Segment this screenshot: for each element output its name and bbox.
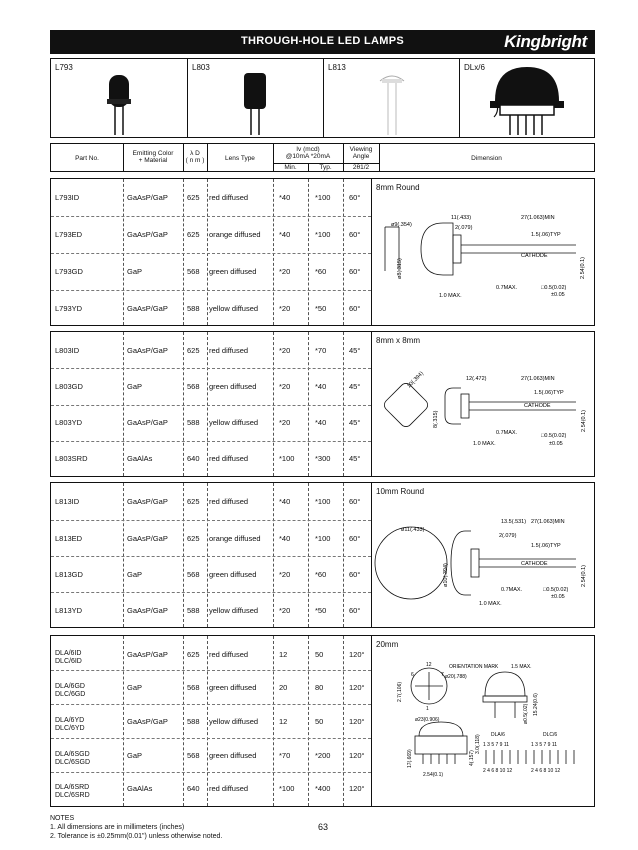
- dim-label: 27(1.063)MIN: [531, 519, 565, 525]
- wavelength: 625: [187, 534, 200, 543]
- photo-cell-l793: [51, 59, 188, 137]
- dim-label: 8(.315): [433, 410, 439, 428]
- lens-type: red diffused: [209, 454, 249, 463]
- lens-type: green diffused: [209, 267, 257, 276]
- led-round-8mm-image: [51, 59, 188, 137]
- dim-label: 2.54(0.1): [581, 564, 587, 587]
- iv-min: 12: [279, 650, 288, 659]
- emitting-color: GaAsP/GaP: [127, 650, 168, 659]
- dim-label: ø9(.354): [391, 222, 412, 228]
- led-round-10mm-image: [324, 59, 460, 137]
- table-row: [51, 784, 371, 799]
- part-number: L793ID: [55, 193, 80, 202]
- header-lens-type: Lens Type: [225, 155, 255, 162]
- emitting-color: GaAsP/GaP: [127, 497, 168, 506]
- viewing-angle: 120°: [349, 784, 365, 793]
- wavelength: 640: [187, 784, 200, 793]
- part-number: DLA/6SRD: [55, 784, 90, 791]
- dim-label: 12: [426, 662, 432, 668]
- iv-min: *40: [279, 497, 291, 506]
- dim-label: ±0.05: [551, 292, 565, 298]
- table-row: [51, 751, 371, 766]
- iv-min: *40: [279, 230, 291, 239]
- iv-min: *20: [279, 382, 291, 391]
- lens-type: red diffused: [209, 497, 249, 506]
- dim-label: 1 3 5 7 9 11: [483, 742, 510, 748]
- lens-type: red diffused: [209, 346, 249, 355]
- group-l803: [50, 331, 595, 477]
- page-title: THROUGH-HOLE LED LAMPS: [240, 35, 405, 47]
- header-lambda-unit: ( n m ): [185, 157, 205, 165]
- emitting-color: GaAlAs: [127, 454, 153, 463]
- viewing-angle: 60°: [349, 267, 361, 276]
- part-number: L803ID: [55, 346, 80, 355]
- table-row: [51, 267, 371, 279]
- dim-label: 1 3 5 7 9 11: [531, 742, 558, 748]
- lens-type: orange diffused: [209, 534, 261, 543]
- viewing-angle: 60°: [349, 570, 361, 579]
- viewing-angle: 60°: [349, 230, 361, 239]
- table-row: [51, 717, 371, 732]
- part-number: DLA/6GD: [55, 683, 85, 690]
- wavelength: 625: [187, 230, 200, 239]
- iv-typ: *100: [315, 497, 331, 506]
- emitting-color: GaAlAs: [127, 784, 153, 793]
- dim-label: □0.5(0.02): [541, 433, 567, 439]
- wavelength: 588: [187, 606, 200, 615]
- viewing-angle: 45°: [349, 454, 361, 463]
- dim-label: ø11(.433): [401, 527, 425, 533]
- led-dome-20mm-image: [460, 59, 594, 137]
- iv-typ: *200: [315, 751, 331, 760]
- lens-type: yellow diffused: [209, 304, 259, 313]
- photo-cell-dlx6: [460, 59, 594, 137]
- page-header-bar: [50, 30, 595, 54]
- wavelength: 568: [187, 570, 200, 579]
- dim-label: 0.7MAX.: [501, 587, 523, 593]
- dim-label: 27(1.063)MIN: [521, 376, 555, 382]
- dim-label: 2 4 6 8 10 12: [531, 768, 561, 774]
- table-row: [51, 454, 371, 466]
- emitting-color: GaP: [127, 382, 143, 391]
- part-number: L803YD: [55, 418, 83, 427]
- viewing-angle: 45°: [349, 418, 361, 427]
- dim-label: 2.7(.106): [397, 681, 403, 702]
- iv-min: *70: [279, 751, 291, 760]
- wavelength: 625: [187, 346, 200, 355]
- group-dlx6: [50, 635, 595, 807]
- header-min: Min.: [284, 164, 297, 171]
- dim-label: 1: [426, 706, 429, 712]
- table-row: [51, 683, 371, 698]
- table-row: [51, 382, 371, 394]
- dim-label: ø8(.315): [397, 258, 403, 279]
- part-number: DLA/6ID: [55, 650, 82, 657]
- notes-section: [50, 814, 222, 841]
- part-number: L793GD: [55, 267, 83, 276]
- wavelength: 640: [187, 454, 200, 463]
- wavelength: 568: [187, 683, 200, 692]
- iv-typ: *60: [315, 570, 327, 579]
- part-number: L813YD: [55, 606, 83, 615]
- emitting-color: GaAsP/GaP: [127, 606, 168, 615]
- dim-label: 1.5(.06)TYP: [531, 543, 561, 549]
- dim-label: 13.5(.531): [501, 519, 527, 525]
- wavelength: 625: [187, 497, 200, 506]
- iv-typ: *60: [315, 267, 327, 276]
- header-iv-label: Iv (mcd): [296, 146, 320, 153]
- wavelength: 588: [187, 304, 200, 313]
- dim-label: ø20(.788): [445, 674, 467, 680]
- dimension-drawing-8mm-round: [371, 179, 594, 325]
- dimension-drawing-8mm-square: [371, 332, 594, 476]
- iv-min: *100: [279, 454, 295, 463]
- iv-min: *20: [279, 346, 291, 355]
- dim-label: 1.0 MAX.: [439, 293, 462, 299]
- dim-label: 2(.079): [455, 225, 473, 231]
- brand-logo: Kingbright: [504, 32, 587, 51]
- photo-label: L813: [328, 63, 346, 72]
- emitting-color: GaAsP/GaP: [127, 534, 168, 543]
- iv-typ: *100: [315, 230, 331, 239]
- header-part-no: Part No.: [75, 155, 99, 162]
- emitting-color: GaAsP/GaP: [127, 346, 168, 355]
- part-number: L803SRD: [55, 454, 88, 463]
- iv-typ: 50: [315, 650, 324, 659]
- dim-label: □0.5(0.02): [543, 587, 569, 593]
- table-row: [51, 304, 371, 316]
- header-viewing-label: Viewing: [349, 146, 373, 153]
- notes-title: NOTES: [50, 815, 75, 822]
- dim-label: 2(.079): [499, 533, 517, 539]
- iv-min: 20: [279, 683, 288, 692]
- viewing-angle: 120°: [349, 751, 365, 760]
- part-number-alt: DLC/6SRD: [55, 792, 90, 799]
- header-lambda: λ D: [190, 150, 200, 157]
- iv-min: *20: [279, 606, 291, 615]
- part-number-alt: DLC/6YD: [55, 725, 85, 732]
- part-number: L793YD: [55, 304, 83, 313]
- iv-typ: *100: [315, 534, 331, 543]
- wavelength: 625: [187, 650, 200, 659]
- dim-label: ±0.05: [551, 594, 565, 600]
- lens-type: green diffused: [209, 751, 257, 760]
- header-wavelength: [183, 150, 207, 165]
- part-number: DLA/6YD: [55, 717, 85, 724]
- iv-typ: *40: [315, 382, 327, 391]
- header-iv: [273, 146, 343, 161]
- table-row: [51, 230, 371, 242]
- table-row: [51, 418, 371, 430]
- dim-label: CATHODE: [521, 253, 548, 259]
- emitting-color: GaAsP/GaP: [127, 418, 168, 427]
- dim-label: ORIENTATION MARK: [449, 664, 499, 670]
- table-row: [51, 193, 371, 205]
- header-angle-label: Angle: [352, 153, 370, 161]
- viewing-angle: 120°: [349, 650, 365, 659]
- dimension-drawing-20mm: [371, 636, 594, 806]
- dim-label: ±0.05: [549, 441, 563, 447]
- lens-type: green diffused: [209, 570, 257, 579]
- viewing-angle: 60°: [349, 193, 361, 202]
- dim-label: 0.7MAX.: [496, 430, 518, 436]
- iv-min: *40: [279, 193, 291, 202]
- iv-min: *20: [279, 418, 291, 427]
- dim-label: CATHODE: [521, 561, 548, 567]
- iv-typ: *400: [315, 784, 331, 793]
- dim-label: DLC/6: [543, 732, 558, 738]
- emitting-color: GaAsP/GaP: [127, 717, 168, 726]
- iv-typ: 80: [315, 683, 324, 692]
- dim-label: 1.5(.06)TYP: [531, 232, 561, 238]
- header-viewing-angle: [343, 146, 379, 161]
- viewing-angle: 45°: [349, 382, 361, 391]
- part-number: L793ED: [55, 230, 83, 239]
- product-photo-strip: [50, 58, 595, 138]
- group-l813: [50, 482, 595, 628]
- table-row: [51, 606, 371, 618]
- dim-label: 15.24(0.6): [533, 693, 539, 716]
- photo-label: DLx/6: [464, 63, 485, 72]
- wavelength: 588: [187, 717, 200, 726]
- viewing-angle: 60°: [349, 304, 361, 313]
- header-emitting-color: [123, 150, 183, 165]
- wavelength: 625: [187, 193, 200, 202]
- iv-typ: 50: [315, 717, 324, 726]
- header-typ: Typ.: [319, 164, 332, 171]
- dim-label: ø10(.394): [443, 563, 449, 587]
- emitting-color: GaAsP/GaP: [127, 193, 168, 202]
- dim-label: ø0.5(.02): [523, 703, 529, 724]
- lens-type: yellow diffused: [209, 717, 259, 726]
- header-emitting-color-label: Emitting Color: [132, 150, 174, 157]
- dim-label: ø23(0.906): [415, 717, 440, 723]
- iv-typ: *100: [315, 193, 331, 202]
- note-item: 1. All dimensions are in millimeters (inches): [50, 824, 185, 831]
- part-number: L813ED: [55, 534, 83, 543]
- dim-label: 1.0 MAX.: [473, 441, 496, 447]
- dim-label: 0.7MAX.: [496, 285, 518, 291]
- header-material-label: + Material: [138, 157, 168, 165]
- part-number: DLA/6SGD: [55, 751, 90, 758]
- wavelength: 568: [187, 751, 200, 760]
- table-row: [51, 534, 371, 546]
- part-number-alt: DLC/6GD: [55, 691, 86, 698]
- photo-cell-l803: [188, 59, 324, 137]
- lens-type: green diffused: [209, 683, 257, 692]
- iv-min: *40: [279, 534, 291, 543]
- lens-type: red diffused: [209, 784, 249, 793]
- table-row: [51, 497, 371, 509]
- dimension-title: 8mm x 8mm: [376, 336, 420, 345]
- iv-typ: *300: [315, 454, 331, 463]
- photo-label: L793: [55, 63, 73, 72]
- iv-min: *20: [279, 267, 291, 276]
- part-number-alt: DLC/6ID: [55, 658, 82, 665]
- viewing-angle: 45°: [349, 346, 361, 355]
- emitting-color: GaP: [127, 751, 143, 760]
- iv-min: 12: [279, 717, 288, 726]
- header-iv-condition: @10mA *20mA: [285, 153, 331, 161]
- part-number-alt: DLC/6SGD: [55, 759, 91, 766]
- led-square-8mm-image: [188, 59, 324, 137]
- dim-label: CATHODE: [524, 403, 551, 409]
- wavelength: 568: [187, 267, 200, 276]
- dim-label: 12(.472): [466, 376, 487, 382]
- iv-typ: *50: [315, 606, 327, 615]
- dim-label: □0.5(0.02): [541, 285, 567, 291]
- part-number: L813GD: [55, 570, 83, 579]
- dim-label: 2.54(0.1): [581, 409, 587, 432]
- dim-label: 2 4 6 8 10 12: [483, 768, 513, 774]
- dim-label: 7: [441, 672, 444, 678]
- table-row: [51, 570, 371, 582]
- photo-cell-l813: [324, 59, 460, 137]
- dim-label: 1.0 MAX.: [479, 601, 502, 607]
- wavelength: 568: [187, 382, 200, 391]
- photo-label: L803: [192, 63, 210, 72]
- table-row: [51, 346, 371, 358]
- lens-type: orange diffused: [209, 230, 261, 239]
- emitting-color: GaP: [127, 570, 143, 579]
- note-item: 2. Tolerance is ±0.25mm(0.01") unless otherwise noted.: [50, 833, 223, 840]
- dim-label: 1.5(.06)TYP: [534, 390, 564, 396]
- lens-type: red diffused: [209, 193, 249, 202]
- dim-label: DLA/6: [491, 732, 505, 738]
- header-dimension: Dimension: [471, 155, 502, 162]
- group-l793: [50, 178, 595, 326]
- viewing-angle: 120°: [349, 717, 365, 726]
- viewing-angle: 60°: [349, 497, 361, 506]
- header-angle-symbol: 2θ1/2: [352, 164, 370, 171]
- table-row: [51, 650, 371, 665]
- dim-label: 27(1.063)MIN: [521, 215, 555, 221]
- emitting-color: GaP: [127, 267, 143, 276]
- emitting-color: GaAsP/GaP: [127, 230, 168, 239]
- part-number: L803GD: [55, 382, 83, 391]
- lens-type: yellow diffused: [209, 418, 259, 427]
- iv-typ: *70: [315, 346, 327, 355]
- iv-typ: *50: [315, 304, 327, 313]
- lens-type: red diffused: [209, 650, 249, 659]
- dim-label: 4(.157): [469, 750, 475, 766]
- viewing-angle: 120°: [349, 683, 365, 692]
- dim-label: 6: [411, 672, 414, 678]
- dim-label: 2.54(0.1): [423, 772, 444, 778]
- page-number: 63: [318, 822, 329, 832]
- viewing-angle: 60°: [349, 534, 361, 543]
- emitting-color: GaP: [127, 683, 143, 692]
- iv-typ: *40: [315, 418, 327, 427]
- dimension-title: 10mm Round: [376, 487, 425, 496]
- lens-type: yellow diffused: [209, 606, 259, 615]
- dimension-drawing-10mm-round: [371, 483, 594, 627]
- dim-label: 2.54(0.1): [580, 256, 586, 279]
- lens-type: green diffused: [209, 382, 257, 391]
- wavelength: 588: [187, 418, 200, 427]
- emitting-color: GaAsP/GaP: [127, 304, 168, 313]
- viewing-angle: 60°: [349, 606, 361, 615]
- dim-label: 17(.669): [407, 749, 413, 768]
- iv-min: *100: [279, 784, 295, 793]
- dim-label: 11(.433): [451, 215, 472, 221]
- iv-min: *20: [279, 570, 291, 579]
- iv-min: *20: [279, 304, 291, 313]
- dim-label: 1.5 MAX.: [511, 664, 532, 670]
- part-number: L813ID: [55, 497, 80, 506]
- dimension-title: 20mm: [376, 640, 399, 649]
- table-column-header: [50, 143, 595, 172]
- dim-label: 10(.394): [406, 370, 425, 390]
- dim-label: 3.0(.118): [475, 734, 481, 754]
- dimension-title: 8mm Round: [376, 183, 420, 192]
